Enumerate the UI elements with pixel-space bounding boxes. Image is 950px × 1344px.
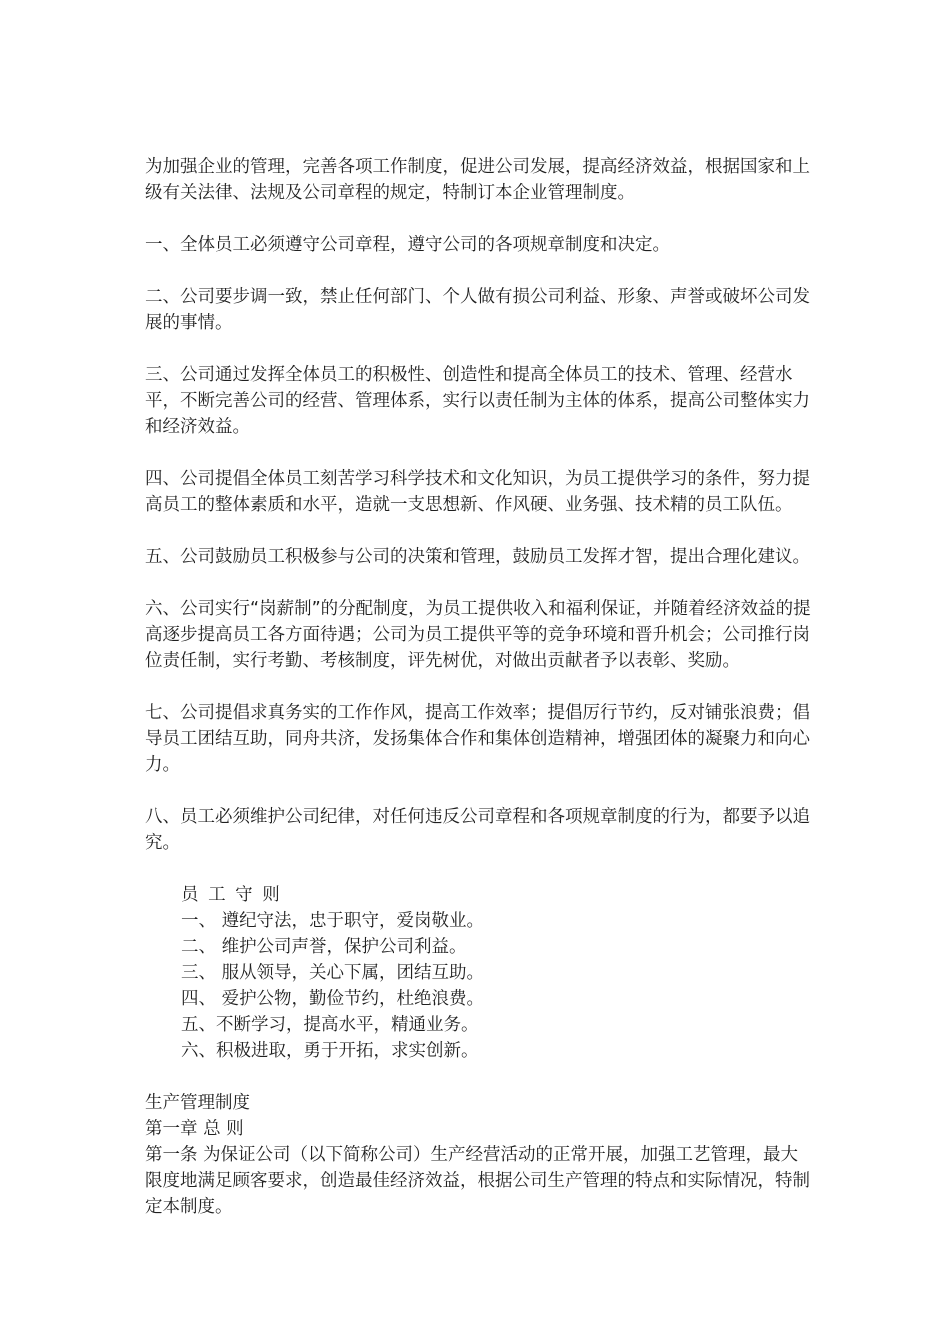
employee-rule-item: 四、 爱护公物，勤俭节约，杜绝浪费。 [181, 989, 485, 1009]
employee-rule-item: 六、积极进取，勇于开拓，求实创新。 [181, 1041, 479, 1061]
article-5: 五、公司鼓励员工积极参与公司的决策和管理，鼓励员工发挥才智，提出合理化建议。 [145, 547, 810, 567]
article-7: 七、公司提倡求真务实的工作作风，提高工作效率；提倡厉行节约，反对铺张浪费；倡导员工团结互助，同舟共济，发扬集体合作和集体创造精神，增强团体的凝聚力和向心力。 [145, 703, 810, 775]
employee-rule-item: 五、不断学习，提高水平，精通业务。 [181, 1015, 479, 1035]
employee-rule-item: 三、 服从领导，关心下属，团结互助。 [181, 963, 485, 983]
article-1: 一、全体员工必须遵守公司章程，遵守公司的各项规章制度和决定。 [145, 235, 670, 255]
employee-rules-title: 员 工 守 则 [181, 885, 282, 905]
production-section [145, 1090, 815, 1220]
article-2: 二、公司要步调一致，禁止任何部门、个人做有损公司利益、形象、声誉或破坏公司发展的事情。 [145, 287, 810, 333]
document-body [145, 154, 815, 1220]
production-article-1: 第一条 为保证公司（以下简称公司）生产经营活动的正常开展，加强工艺管理，最大限度地满足顾客要求，创造最佳经济效益，根据公司生产管理的特点和实际情况，特制定本制度。 [145, 1145, 810, 1217]
article-6: 六、公司实行“岗薪制”的分配制度，为员工提供收入和福利保证，并随着经济效益的提高逐步提高员工各方面待遇；公司为员工提供平等的竞争环境和晋升机会；公司推行岗位责任制，实行考勤、考核制度，评先树优，对做出贡献者予以表彰、奖励。 [145, 599, 811, 671]
production-heading: 生产管理制度 [145, 1093, 250, 1113]
employee-rule-item: 二、 维护公司声誉，保护公司利益。 [181, 937, 467, 957]
employee-rule-item: 一、 遵纪守法，忠于职守，爱岗敬业。 [181, 911, 485, 931]
article-8: 八、员工必须维护公司纪律，对任何违反公司章程和各项规章制度的行为，都要予以追究。 [145, 807, 810, 853]
chapter-heading: 第一章 总 则 [145, 1119, 244, 1139]
employee-rules [145, 882, 815, 1064]
intro-paragraph: 为加强企业的管理，完善各项工作制度，促进公司发展，提高经济效益，根据国家和上级有关法律、法规及公司章程的规定，特制订本企业管理制度。 [145, 157, 810, 203]
article-3: 三、公司通过发挥全体员工的积极性、创造性和提高全体员工的技术、管理、经营水平，不断完善公司的经营、管理体系，实行以责任制为主体的体系，提高公司整体实力和经济效益。 [145, 365, 810, 437]
article-4: 四、公司提倡全体员工刻苦学习科学技术和文化知识，为员工提供学习的条件，努力提高员工的整体素质和水平，造就一支思想新、作风硬、业务强、技术精的员工队伍。 [145, 469, 810, 515]
